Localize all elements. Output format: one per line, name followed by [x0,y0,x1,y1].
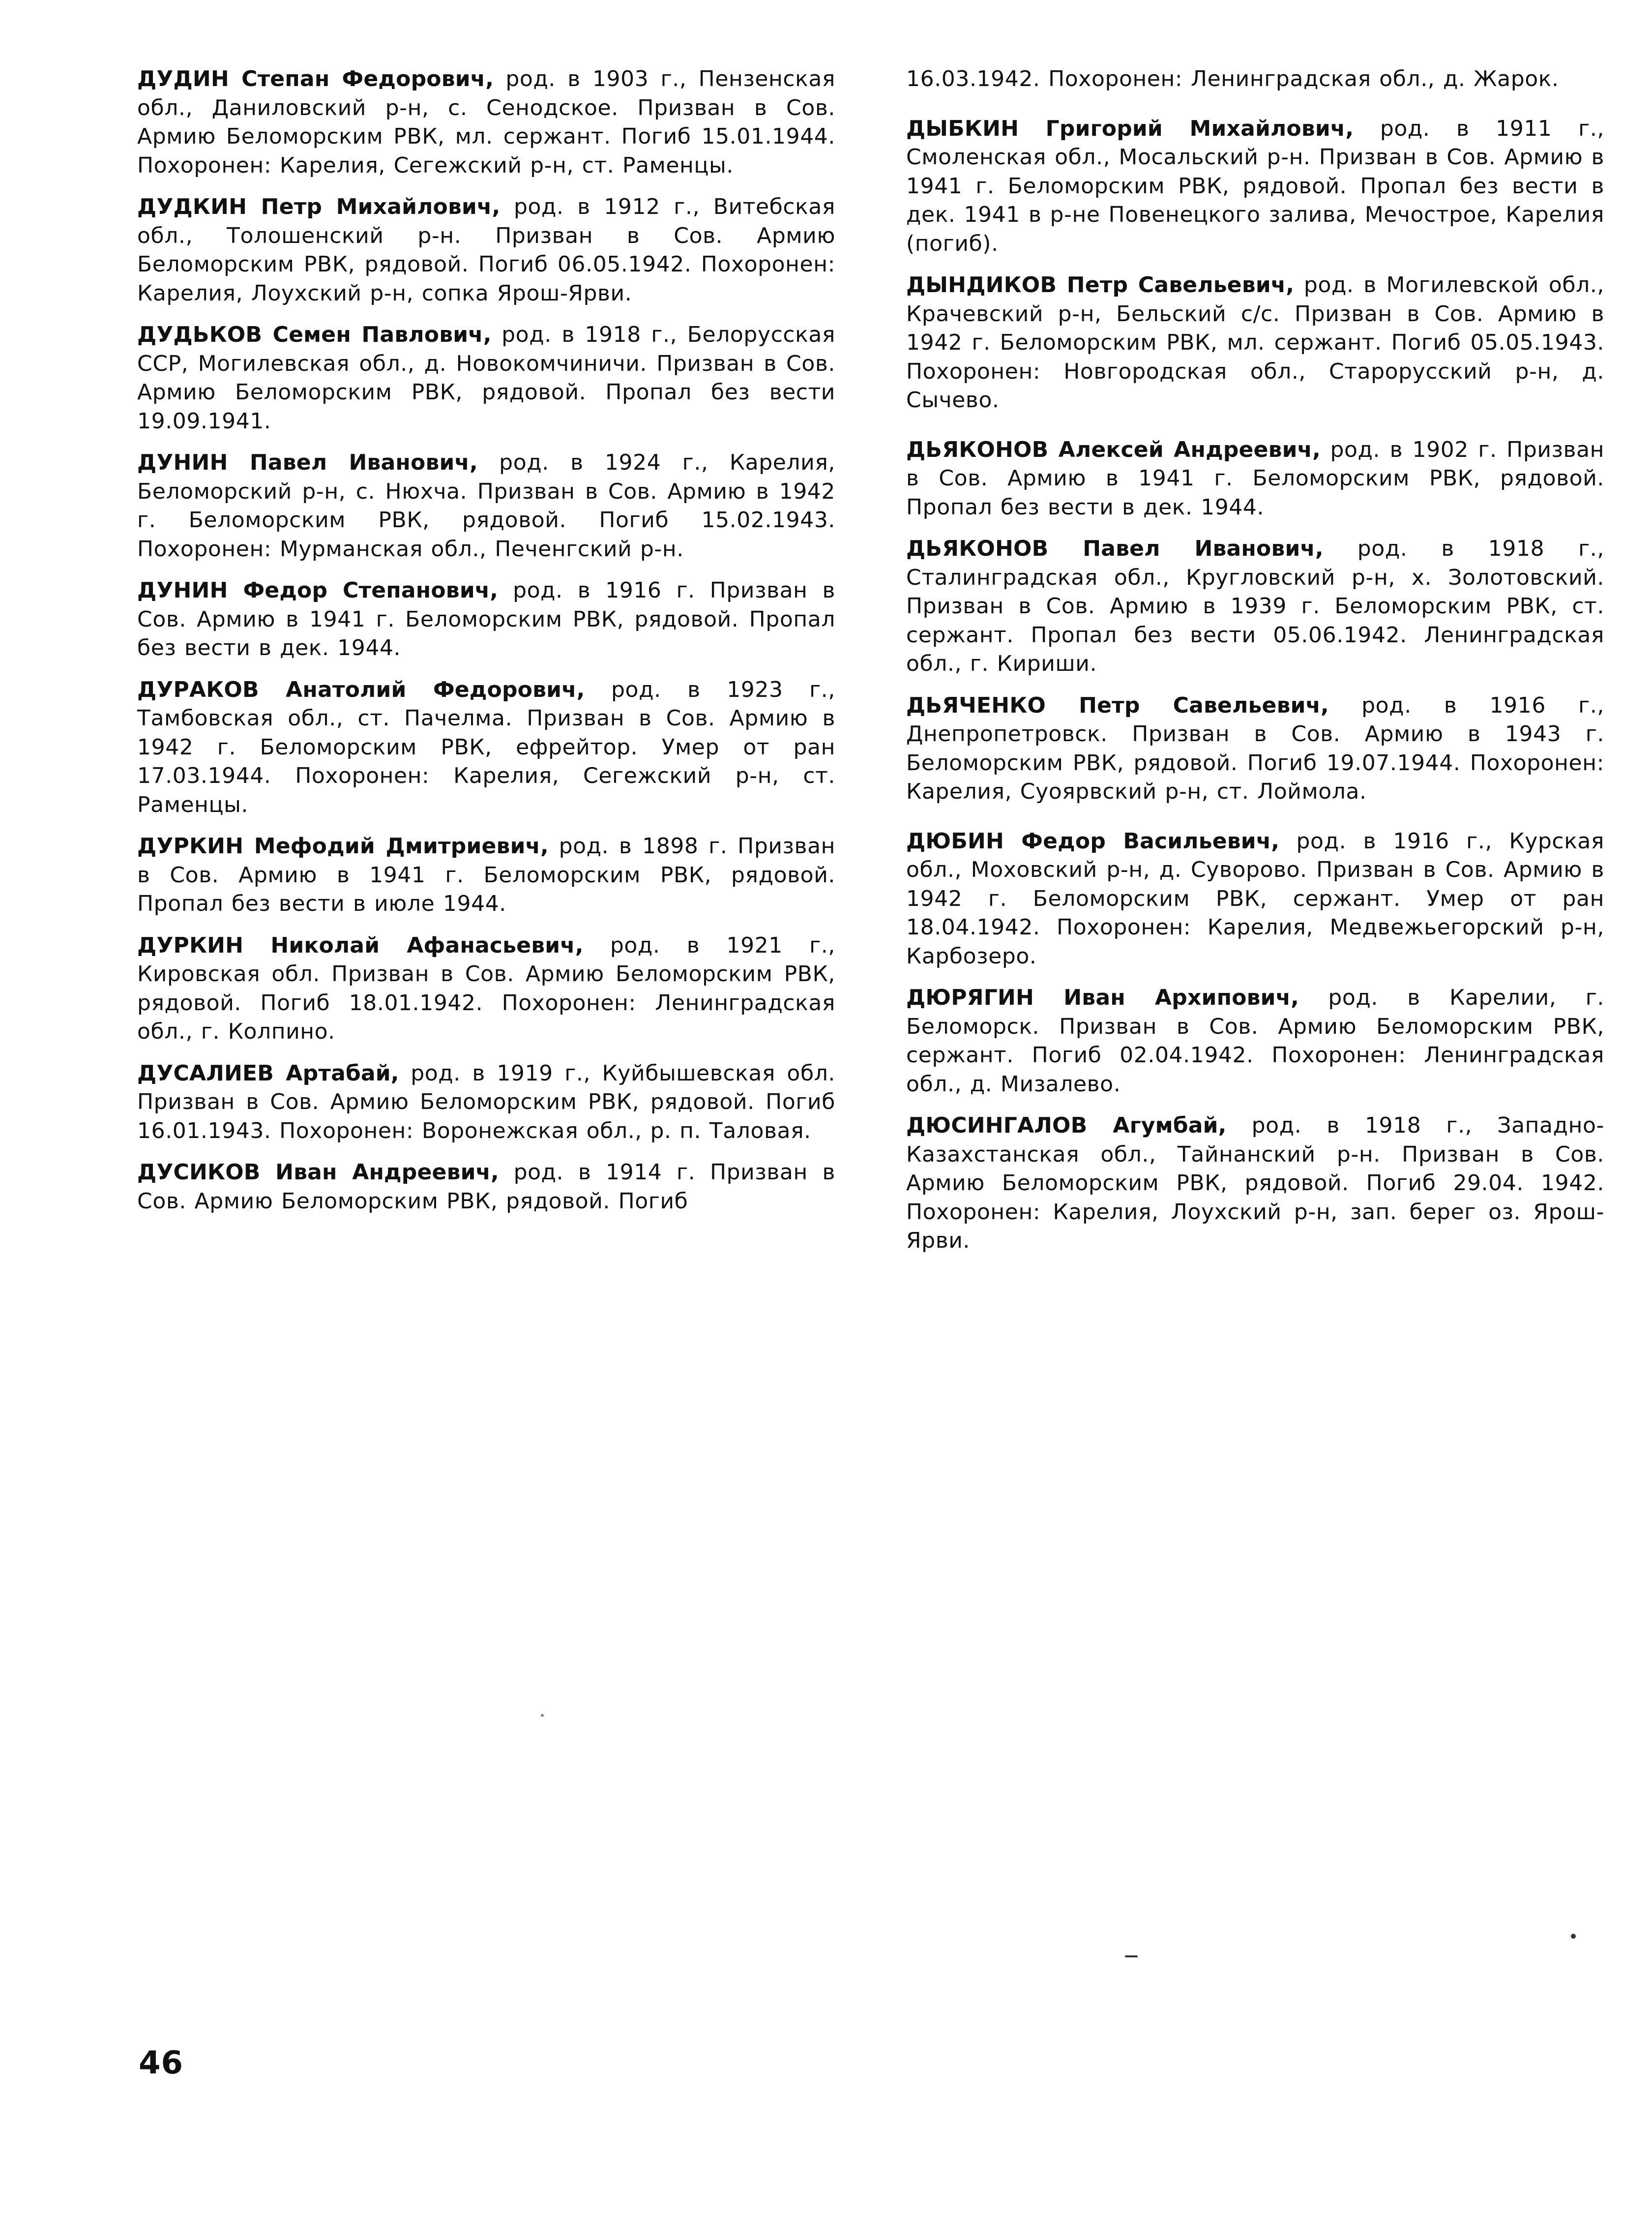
entry-dyusingalov [906,1111,1604,1256]
left-column [137,65,835,1229]
entry-dyubin [906,827,1604,971]
entry-text: род. в 1924 г., Карелия, Беломорский р-н, с. Нюхча. Призван в Сов. Армию в 1942 г. Беломорским РВК, рядовой. Погиб 15.02.1943. Похоронен: Мурманская обл., Печенгский р-н. [137,450,836,562]
entry-dusaliev [137,1059,835,1146]
entry-name: ДЫБКИН Григорий Михайлович, [906,116,1354,141]
entry-name: ДЬЯКОНОВ Алексей Андреевич, [906,437,1321,462]
page-number: 46 [139,2045,184,2081]
entry-name: ДУРКИН Николай Афанасьевич, [137,932,584,958]
right-column [906,65,1604,1268]
entry-dyakonov-pavel [906,535,1604,679]
entry-dunin-fedor [137,576,835,663]
entry-name: ДЬЯКОНОВ Павел Иванович, [906,536,1324,561]
entry-text: род. в 1918 г., Сталинградская обл., Кругловский р-н, х. Золотовский. Призван в Сов. Армию в 1939 г. Беломорским РВК, ст. сержант. Пропал без вести 05.06.1942. Ленинградская обл., г. Кириши. [906,536,1604,676]
entry-name: ДУДИН Степан Федорович, [137,66,494,91]
entry-dyndikov [906,271,1604,415]
entry-name: ДУНИН Федор Степанович, [137,578,499,603]
entry-dyachenko [906,691,1604,807]
entry-name: ДУСИКОВ Иван Андреевич, [137,1160,499,1185]
print-speck [541,1714,544,1717]
entry-text: род. в 1916 г., Курская обл., Моховский р-н, д. Суворово. Призван в Сов. Армию в 1942 г. Беломорским РВК, сержант. Умер от ран 18.04.1942. Похоронен: Карелия, Медвежьегорский р-н, Карбозеро. [906,828,1605,969]
entry-dudin [137,65,835,180]
entry-dusikov [137,1158,835,1216]
entry-dudkin [137,193,835,308]
entry-name: ДЮРЯГИН Иван Архипович, [906,985,1299,1010]
entry-dybkin [906,115,1604,259]
entry-text: род. в 1898 г. Призван в Сов. Армию в 1941 г. Беломорским РВК, рядовой. Пропал без вести в июле 1944. [137,834,836,916]
entry-name: ДУДКИН Петр Михайлович, [137,194,501,219]
entry-durkin-nikolay [137,931,835,1047]
entry-name: ДУНИН Павел Иванович, [137,450,478,475]
entry-text: род. в 1911 г., Смоленская обл., Мосальский р-н. Призван в Сов. Армию в 1941 г. Беломорским РВК, рядовой. Пропал без вести в дек. 1941 в р-не Повенецкого залива, Мечострое, Карелия (погиб). [906,116,1604,256]
entry-name: ДУСАЛИЕВ Артабай, [137,1060,399,1086]
entry-dunin-pavel [137,449,835,564]
entry-name: ДУРКИН Мефодий Дмитриевич, [137,834,549,859]
entry-text: род. в 1923 г., Тамбовская обл., ст. Пачелма. Призван в Сов. Армию в 1942 г. Беломорским РВК, ефрейтор. Умер от ран 17.03.1944. Похоронен: Карелия, Сегежский р-н, ст. Раменцы. [137,677,835,817]
entry-dusikov-continuation: 16.03.1942. Похоронен: Ленинградская обл., д. Жарок. [906,66,1559,91]
entry-name: ДУДЬКОВ Семен Павлович, [137,322,492,347]
entry-dudkov [137,321,835,436]
entry-text: род. в Могилевской обл., Крачевский р-н, Бельский с/с. Призван в Сов. Армию в 1942 г. Беломорским РВК, мл. сержант. Погиб 05.05.1943. Похоронен: Новгородская обл., Старорусский р-н, д. Сычево. [906,272,1604,413]
entry-name: ДЮБИН Федор Васильевич, [906,828,1280,854]
print-speck [1125,1955,1138,1957]
entry-text: род. в 1903 г., Пензенская обл., Даниловский р-н, с. Сенодское. Призван в Сов. Армию Беломорским РВК, мл. сержант. Погиб 15.01.1944. Похоронен: Карелия, Сегежский р-н, ст. Раменцы. [137,66,835,178]
entry-text: род. в 1902 г. Призван в Сов. Армию в 1941 г. Беломорским РВК, рядовой. Пропал без вести в дек. 1944. [906,437,1605,520]
entry-text: род. в Карелии, г. Беломорск. Призван в Сов. Армию Беломорским РВК, сержант. Погиб 02.04.1942. Похоронен: Ленинградская обл., д. Мизалево. [906,985,1604,1097]
entry-dyuryagin [906,984,1604,1099]
entry-dyakonov-aleksey [906,436,1604,522]
entry-text: род. в 1921 г., Кировская обл. Призван в Сов. Армию Беломорским РВК, рядовой. Погиб 18.01.1942. Похоронен: Ленинградская обл., г. Колпино. [137,932,835,1044]
entry-name: ДЫНДИКОВ Петр Савельевич, [906,272,1295,298]
entry-text: род. в 1919 г., Куйбышевская обл. Призван в Сов. Армию Беломорским РВК, рядовой. Погиб 16.01.1943. Похоронен: Воронежская обл., р. п. Таловая. [137,1060,835,1143]
print-speck [1571,1934,1576,1939]
entry-durkin-mefodiy [137,832,835,919]
entry-text: род. в 1914 г. Призван в Сов. Армию Беломорским РВК, рядовой. Погиб [137,1160,835,1214]
entry-text: род. в 1916 г., Днепропетровск. Призван в Сов. Армию в 1943 г. Беломорским РВК, рядовой. Погиб 19.07.1944. Похоронен: Карелия, Суоярвский р-н, ст. Лоймола. [906,692,1604,804]
entry-text: род. в 1912 г., Витебская обл., Толошенский р-н. Призван в Сов. Армию Беломорским РВК, рядовой. Погиб 06.05.1942. Похоронен: Карелия, Лоухский р-н, сопка Ярош-Ярви. [137,194,835,306]
entry-durakov [137,676,835,820]
entry-name: ДУРАКОВ Анатолий Федорович, [137,677,585,702]
entry-text: род. в 1918 г., Западно-Казахстанская обл., Тайнанский р-н. Призван в Сов. Армию Беломорским РВК, рядовой. Погиб 29.04. 1942. Похоронен: Карелия, Лоухский р-н, зап. берег оз. Ярош-Ярви. [906,1113,1605,1253]
entry-name: ДЬЯЧЕНКО Петр Савельевич, [906,692,1329,718]
entry-text: род. в 1918 г., Белорусская ССР, Могилевская обл., д. Новокомчиничи. Призван в Сов. Армию Беломорским РВК, рядовой. Пропал без вести 19.09.1941. [137,322,835,434]
entry-text: род. в 1916 г. Призван в Сов. Армию в 1941 г. Беломорским РВК, рядовой. Пропал без вести в дек. 1944. [137,578,835,660]
entry-name: ДЮСИНГАЛОВ Агумбай, [906,1113,1227,1138]
